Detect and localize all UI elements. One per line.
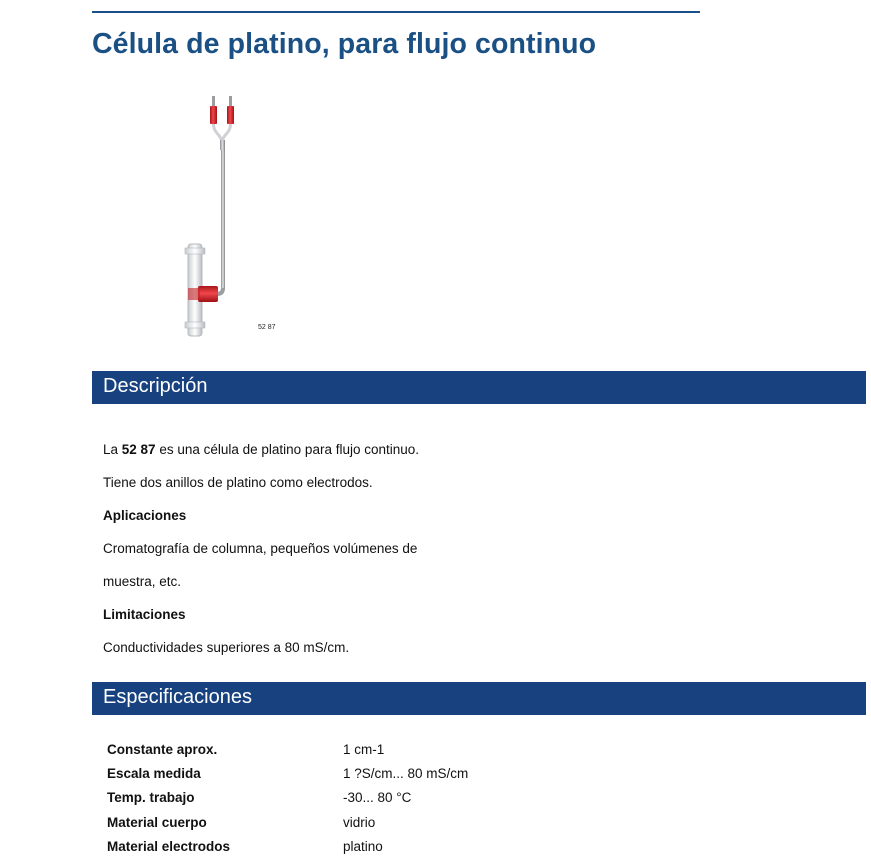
spec-row xyxy=(107,742,607,760)
page-title: Célula de platino, para flujo continuo xyxy=(92,28,597,60)
description-electrodes: Tiene dos anillos de platino como electrodos. xyxy=(103,475,373,490)
product-code: 52 87 xyxy=(121,442,156,457)
spec-label: Escala medida xyxy=(107,766,201,781)
limitations-text: Conductividades superiores a 80 mS/cm. xyxy=(103,640,350,655)
figure-code-label: 52 87 xyxy=(258,324,276,331)
applications-text-line1: Cromatografía de columna, pequeños volúmenes de xyxy=(103,541,418,556)
spec-value: platino xyxy=(343,839,383,854)
spec-row xyxy=(107,815,607,833)
product-image xyxy=(165,92,285,342)
spec-label: Temp. trabajo xyxy=(107,790,195,805)
spec-value: 1 ?S/cm... 80 mS/cm xyxy=(343,766,469,781)
section-title: Descripción xyxy=(103,375,208,397)
top-divider xyxy=(92,11,700,13)
section-header-specifications xyxy=(92,682,866,715)
spec-row xyxy=(107,766,607,784)
section-title: Especificaciones xyxy=(103,686,252,708)
description-intro: La 52 87 es una célula de platino para flujo continuo. xyxy=(103,442,420,457)
spec-value: -30... 80 °C xyxy=(343,790,412,805)
spec-label: Material electrodos xyxy=(107,839,231,854)
spec-label: Constante aprox. xyxy=(107,742,218,757)
applications-heading: Aplicaciones xyxy=(103,508,187,523)
spec-value: vidrio xyxy=(343,815,376,830)
section-header-description xyxy=(92,371,866,404)
spec-label: Material cuerpo xyxy=(107,815,207,830)
spec-value: 1 cm-1 xyxy=(343,742,385,757)
limitations-heading: Limitaciones xyxy=(103,607,186,622)
spec-row xyxy=(107,839,607,857)
spec-row xyxy=(107,790,607,808)
applications-text-line2: muestra, etc. xyxy=(103,574,182,589)
